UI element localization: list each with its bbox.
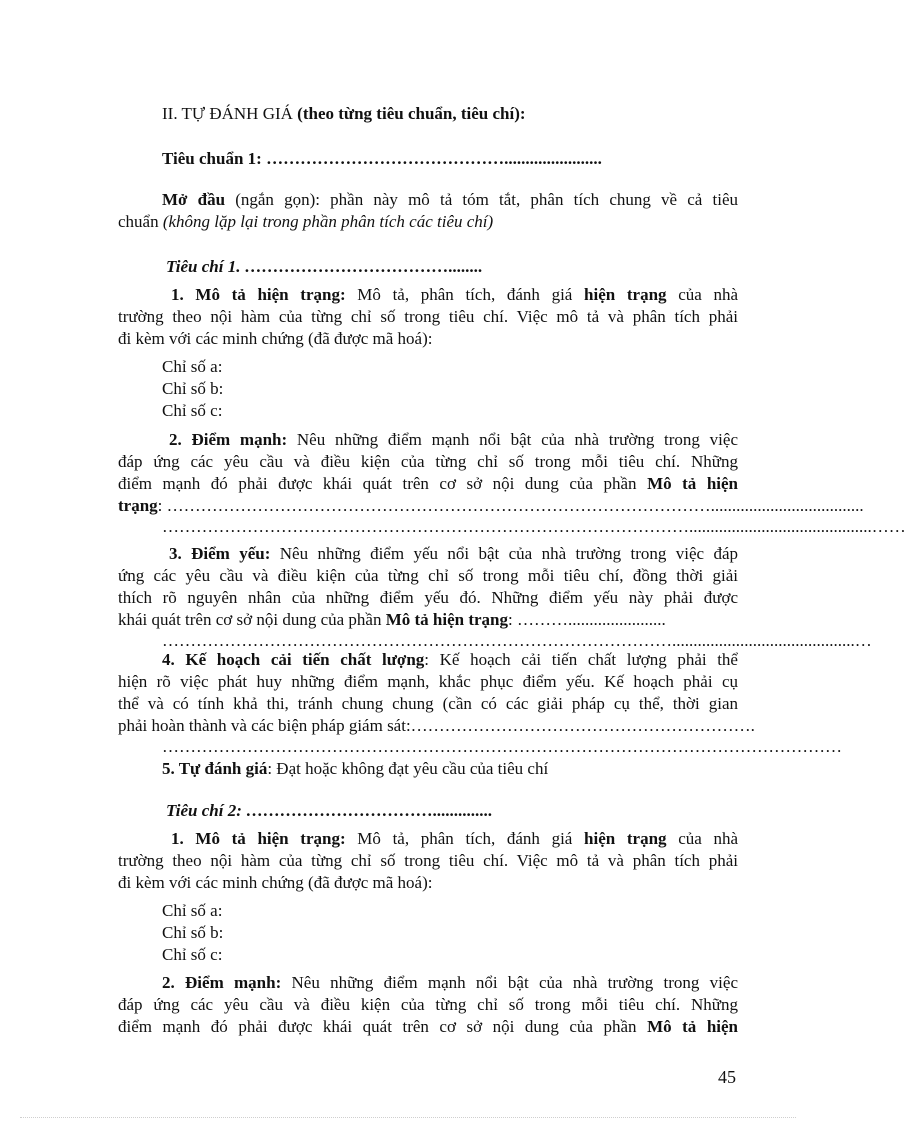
- page-number: 45: [718, 1067, 736, 1087]
- c1-p2-line-1: 2. Điểm mạnh: Nêu những điểm mạnh nổi bật của nhà trường trong việc: [169, 430, 738, 449]
- criterion-2-heading: Tiêu chí 2: ……………………………..............: [166, 801, 493, 820]
- c1-p4-line-3: thể và có tính khả thi, tránh chung chung (cần có các giải pháp cụ thể, thời gian: [118, 694, 738, 713]
- c1-p3-line-1: 3. Điểm yếu: Nêu những điểm yếu nổi bật của nhà trường trong việc đáp: [169, 544, 738, 563]
- standard-heading: Tiêu chuẩn 1: …………………………………….......................: [162, 149, 602, 168]
- c2-p2-line-3: điểm mạnh đó phải được khái quát trên cơ sở nội dung của phần Mô tả hiện: [118, 1017, 738, 1036]
- c2-p1-line-3: đi kèm với các minh chứng (đã được mã hoá):: [118, 873, 433, 892]
- page-bottom-divider: [20, 1117, 796, 1118]
- c2-p2-line-2: đáp ứng các yêu cầu và điều kiện của từng chỉ số trong mỗi tiêu chí. Những: [118, 995, 738, 1014]
- c1-p4-line-2: hiện rõ việc phát huy những điểm mạnh, khắc phục điểm yếu. Kế hoạch phải cụ: [118, 672, 738, 691]
- section-heading: II. TỰ ĐÁNH GIÁ (theo từng tiêu chuẩn, tiêu chí):: [162, 104, 526, 123]
- c1-p1-line-1: 1. Mô tả hiện trạng: Mô tả, phân tích, đánh giá hiện trạng của nhà: [171, 285, 738, 304]
- c1-p2-line-4: trạng: ……………………………………………………………………………………....................................: [118, 496, 864, 515]
- c1-p1-line-2: trường theo nội hàm của từng chỉ số trong tiêu chí. Việc mô tả và phân tích phải: [118, 307, 738, 326]
- c1-p1-line-3: đi kèm với các minh chứng (đã được mã hoá):: [118, 329, 433, 348]
- c1-p2-line-3: điểm mạnh đó phải được khái quát trên cơ sở nội dung của phần Mô tả hiện: [118, 474, 738, 493]
- criterion-1-heading: Tiêu chí 1. ………………………………........: [166, 257, 483, 276]
- c1-indicator-c: Chỉ số c:: [162, 401, 223, 420]
- c1-p4-line-4: phải hoàn thành và các biện pháp giám sát:…………………………………………………….: [118, 716, 755, 735]
- intro-line-1: Mở đầu (ngắn gọn): phần này mô tả tóm tắt, phân tích chung về cả tiêu: [162, 190, 738, 209]
- c1-indicator-a: Chỉ số a:: [162, 357, 223, 376]
- c1-p3-line-2: ứng các yêu cầu và điều kiện của từng chỉ số trong mỗi tiêu chí, đồng thời giải: [118, 566, 738, 585]
- c2-indicator-c: Chỉ số c:: [162, 945, 223, 964]
- c1-p4-line-5: …………………………………………………………………………………………………………: [162, 737, 842, 756]
- c1-p2-line-2: đáp ứng các yêu cầu và điều kiện của từng chỉ số trong mỗi tiêu chí. Những: [118, 452, 738, 471]
- c2-p1-line-2: trường theo nội hàm của từng chỉ số trong tiêu chí. Việc mô tả và phân tích phải: [118, 851, 738, 870]
- c1-indicator-b: Chỉ số b:: [162, 379, 224, 398]
- c2-indicator-a: Chỉ số a:: [162, 901, 223, 920]
- c1-p3-line-4: khái quát trên cơ sở nội dung của phần Mô tả hiện trạng: ……….......................: [118, 610, 666, 629]
- c2-p2-line-1: 2. Điểm mạnh: Nêu những điểm mạnh nổi bật của nhà trường trong việc: [162, 973, 738, 992]
- c1-p4-line-1: 4. Kế hoạch cải tiến chất lượng: Kế hoạch cải tiến chất lượng phải thể: [162, 650, 738, 669]
- c2-indicator-b: Chỉ số b:: [162, 923, 224, 942]
- c1-p2-line-5: …………………………………………………………………………………...........................................……: [162, 517, 906, 536]
- c1-p5-line: 5. Tự đánh giá: Đạt hoặc không đạt yêu cầu của tiêu chí: [162, 759, 549, 778]
- c1-p3-line-5: ………………………………………………………………………………...........................................…: [162, 631, 872, 650]
- c1-p3-line-3: thích rõ nguyên nhân của những điểm yếu đó. Những điểm yếu này phải được: [118, 588, 738, 607]
- intro-line-2: chuẩn (không lặp lại trong phần phân tích các tiêu chí): [118, 212, 494, 231]
- c2-p1-line-1: 1. Mô tả hiện trạng: Mô tả, phân tích, đánh giá hiện trạng của nhà: [171, 829, 738, 848]
